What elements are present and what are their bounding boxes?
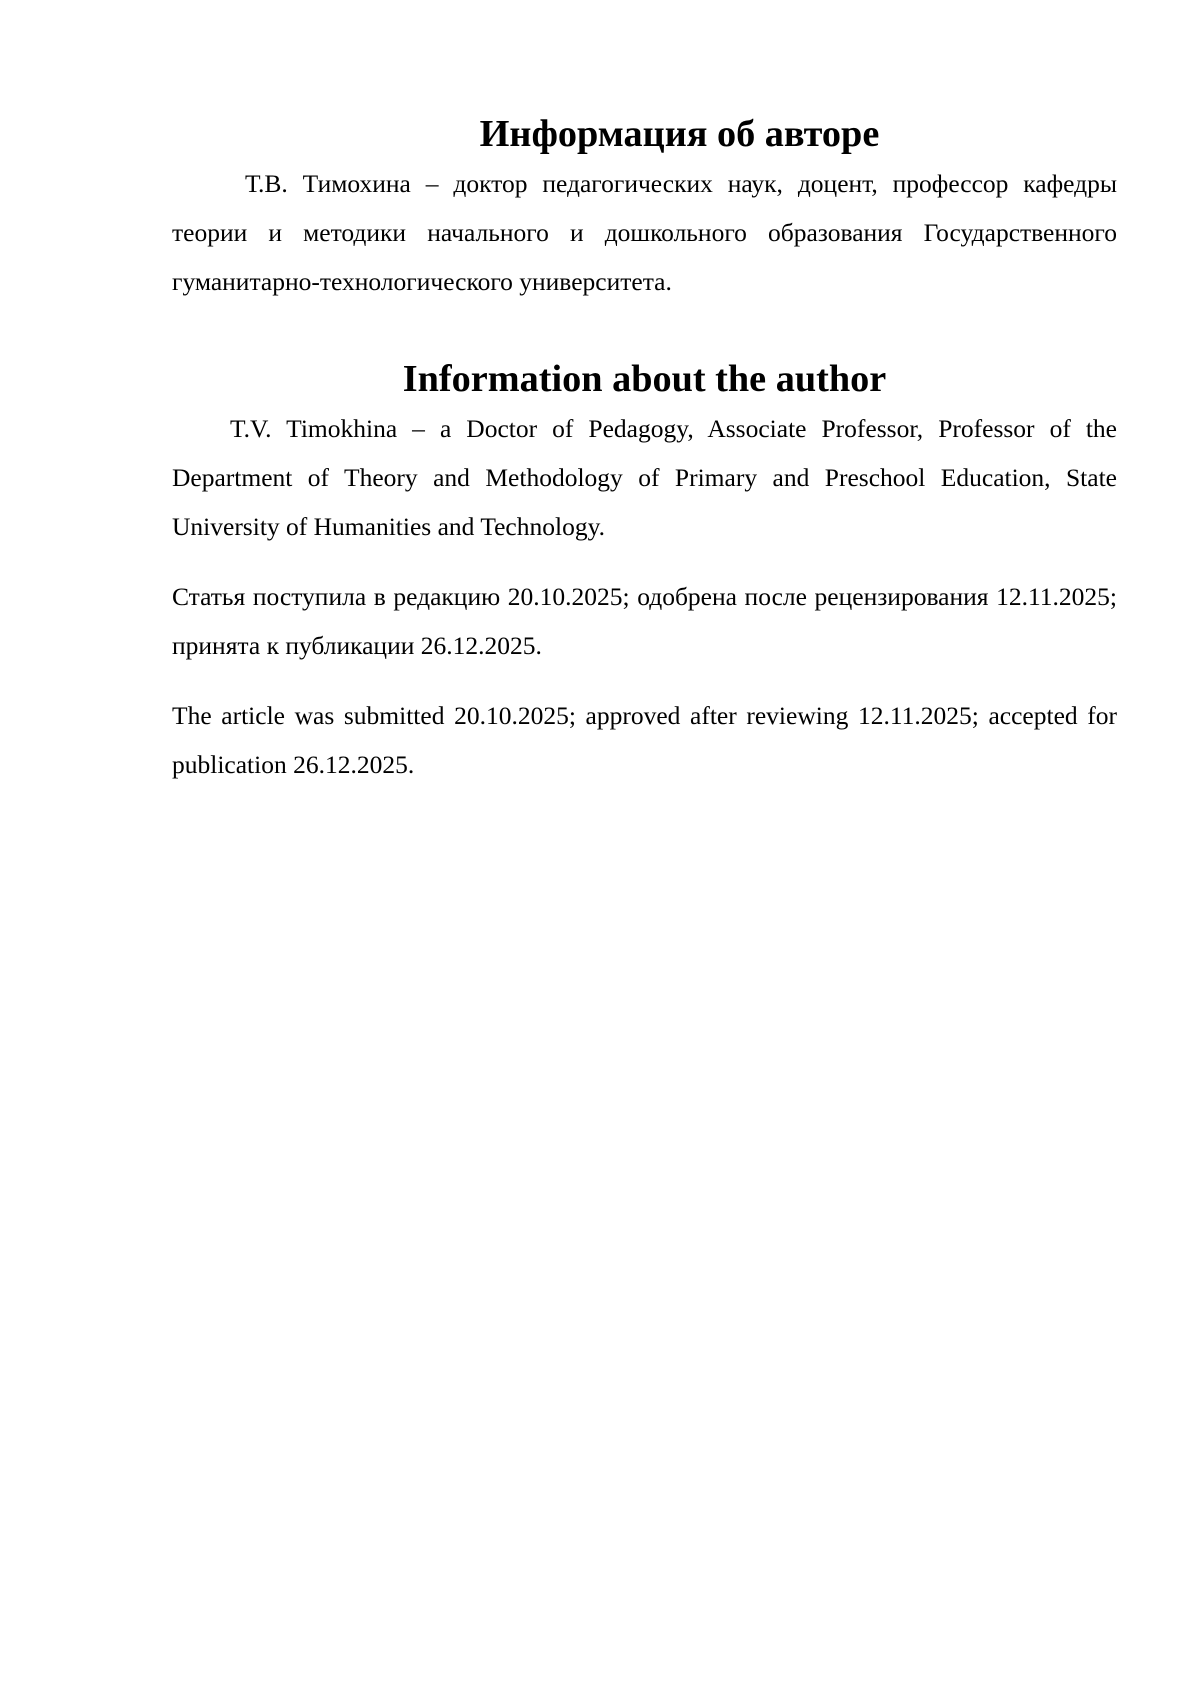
document-page (172, 110, 1117, 789)
notes-spacer-2 (172, 670, 1117, 691)
section-spacer (172, 306, 1117, 355)
notes-spacer (172, 551, 1117, 572)
author-info-text-en: T.V. Timokhina – a Doctor of Pedagogy, Associate Professor, Professor of the Department of Theory and Methodology of Primary and Preschool Education, State University of Humanities and Technology. (172, 414, 1117, 541)
author-info-heading-en: Information about the author (402, 358, 887, 400)
author-info-heading-ru: Информация об авторе (479, 113, 880, 155)
submission-note-ru: Статья поступила в редакцию 20.10.2025; одобрена после рецензирования 12.11.2025; принята к публикации 26.12.2025. (172, 582, 1117, 660)
submission-note-en: The article was submitted 20.10.2025; approved after reviewing 12.11.2025; accepted for publication 26.12.2025. (172, 701, 1117, 779)
author-info-text-ru: Т.В. Тимохина – доктор педагогических наук, доцент, профессор кафедры теории и методики начального и дошкольного образования Государственного гуманитарно-технологического университета. (172, 169, 1117, 296)
